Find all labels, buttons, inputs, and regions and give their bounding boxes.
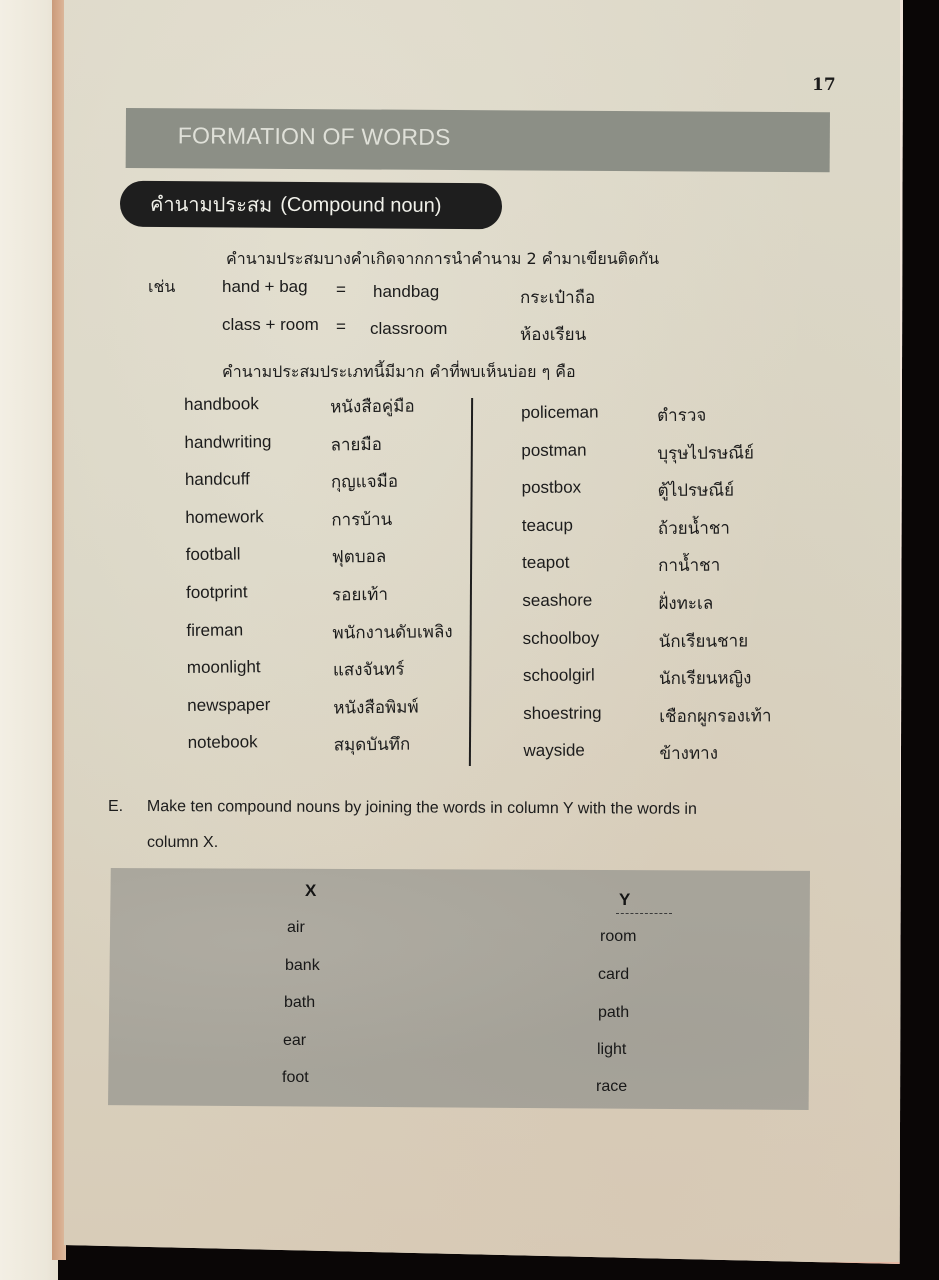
column-x-word: bath (284, 994, 316, 1011)
vocab-row (186, 580, 486, 621)
vocab-english: teapot (522, 553, 570, 573)
column-x-header: X (305, 881, 317, 900)
vocab-thai: นักเรียนหญิง (658, 668, 752, 690)
vocab-row (522, 514, 822, 554)
vocab-english: footprint (185, 582, 248, 602)
vocab-row (186, 617, 486, 658)
subheading-thai: คำนามประสม (149, 191, 273, 217)
adjacent-page-edge (0, 0, 58, 1280)
vocab-english: postman (521, 440, 587, 460)
vocab-row (523, 626, 823, 666)
vocab-english: newspaper (187, 694, 271, 715)
example-formula: class + room (222, 315, 319, 334)
vocab-thai: กุญแจมือ (330, 471, 399, 493)
column-x-word: ear (283, 1032, 307, 1049)
vocab-thai: ตู้ไปรษณีย์ (657, 480, 735, 502)
vocab-row (521, 401, 821, 441)
vocab-row (187, 693, 487, 734)
vocab-row (184, 392, 484, 433)
vocab-english: seashore (522, 590, 593, 610)
column-y-word: race (596, 1078, 628, 1095)
vocab-row (185, 467, 485, 508)
vocab-thai: แสงจันทร์ (332, 659, 405, 681)
column-y-word: path (598, 1004, 630, 1021)
example-formula: hand + bag (222, 277, 308, 296)
vocab-row (523, 739, 823, 779)
vocab-row (523, 702, 823, 742)
column-x-word: foot (282, 1069, 309, 1086)
vocab-thai: เชือกผูกรองเท้า (659, 706, 772, 727)
vocab-english: notebook (187, 732, 258, 753)
intro-text: คำนามประสมบางคำเกิดจากการนำคำนาม 2 คำมาเขียนติดกัน (226, 249, 660, 268)
example-result: classroom (370, 319, 448, 338)
vocab-english: homework (185, 506, 264, 527)
vocab-row (521, 438, 821, 478)
intro-text-2: คำนามประสมประเภทนี้มีมาก คำที่พบเห็นบ่อย ๆ คือ (222, 362, 576, 381)
vocab-row (522, 589, 822, 629)
example-equals: = (336, 280, 346, 299)
vocab-row (185, 505, 485, 546)
vocab-row (523, 664, 823, 704)
example-label: เช่น (148, 277, 176, 296)
vocab-row (187, 655, 487, 696)
example-equals: = (336, 317, 346, 336)
section-banner (126, 108, 830, 172)
vocab-thai: ฝั่งทะเล (658, 593, 714, 615)
vocab-column-left (184, 392, 488, 771)
vocab-english: handwriting (184, 431, 272, 452)
vocab-english: schoolgirl (522, 665, 595, 686)
vocab-thai: หนังสือคู่มือ (330, 396, 415, 418)
exercise-instruction-continued: column X. (147, 834, 219, 851)
vocab-thai: การบ้าน (331, 509, 393, 531)
vocab-thai: ตำรวจ (657, 405, 707, 427)
exercise-label: E. (108, 798, 124, 815)
vocab-english: wayside (523, 740, 585, 761)
vocab-english: policeman (521, 402, 599, 422)
column-y-header: Y (619, 890, 631, 909)
vocab-thai: รอยเท้า (332, 584, 389, 606)
vocab-thai: ลายมือ (330, 434, 382, 456)
vocab-english: schoolboy (522, 628, 600, 648)
vocab-row (522, 551, 822, 591)
section-title: FORMATION OF WORDS (177, 122, 451, 150)
vocab-thai: ถ้วยน้ำชา (657, 518, 731, 539)
vocab-thai: กาน้ำชา (658, 555, 721, 577)
vocab-thai: นักเรียนชาย (658, 630, 749, 652)
exercise-word-box (108, 868, 810, 1110)
page-number: 17 (812, 75, 836, 95)
vocab-row (186, 542, 486, 583)
vocab-thai: ข้างทาง (659, 743, 719, 765)
column-x-word: air (287, 919, 305, 936)
vocab-row (184, 429, 484, 470)
vocab-english: handbook (184, 394, 259, 414)
example-result: handbag (373, 282, 440, 301)
vocab-thai: พนักงานดับเพลิง (332, 621, 453, 644)
vocab-row (522, 476, 822, 516)
vocab-thai: บุรุษไปรษณีย์ (657, 442, 754, 464)
vocab-thai: ฟุตบอล (331, 547, 387, 568)
vocab-english: shoestring (523, 703, 602, 723)
column-x-word: bank (285, 957, 320, 974)
vocab-english: teacup (521, 515, 573, 535)
vocab-english: postbox (521, 477, 582, 498)
exercise-instruction: Make ten compound nouns by joining the words in column Y with the words in (146, 798, 697, 818)
column-y-underline (616, 913, 672, 914)
column-y-word: room (600, 928, 637, 945)
example-thai: กระเป๋าถือ (520, 288, 596, 308)
subheading-pill (120, 181, 502, 230)
vocab-column-right (521, 401, 824, 779)
vocab-thai: สมุดบันทึก (333, 734, 411, 756)
vocab-english: handcuff (184, 469, 250, 490)
vocab-english: fireman (186, 619, 244, 640)
column-y-word: light (597, 1041, 627, 1058)
column-y-word: card (598, 966, 630, 983)
example-thai: ห้องเรียน (520, 325, 587, 345)
vocab-thai: หนังสือพิมพ์ (333, 697, 419, 719)
subheading-english: (Compound noun) (280, 193, 442, 217)
vocab-english: football (185, 544, 241, 565)
vocab-row (188, 730, 488, 771)
page-gutter-edge (52, 0, 66, 1260)
vocab-english: moonlight (186, 657, 261, 678)
